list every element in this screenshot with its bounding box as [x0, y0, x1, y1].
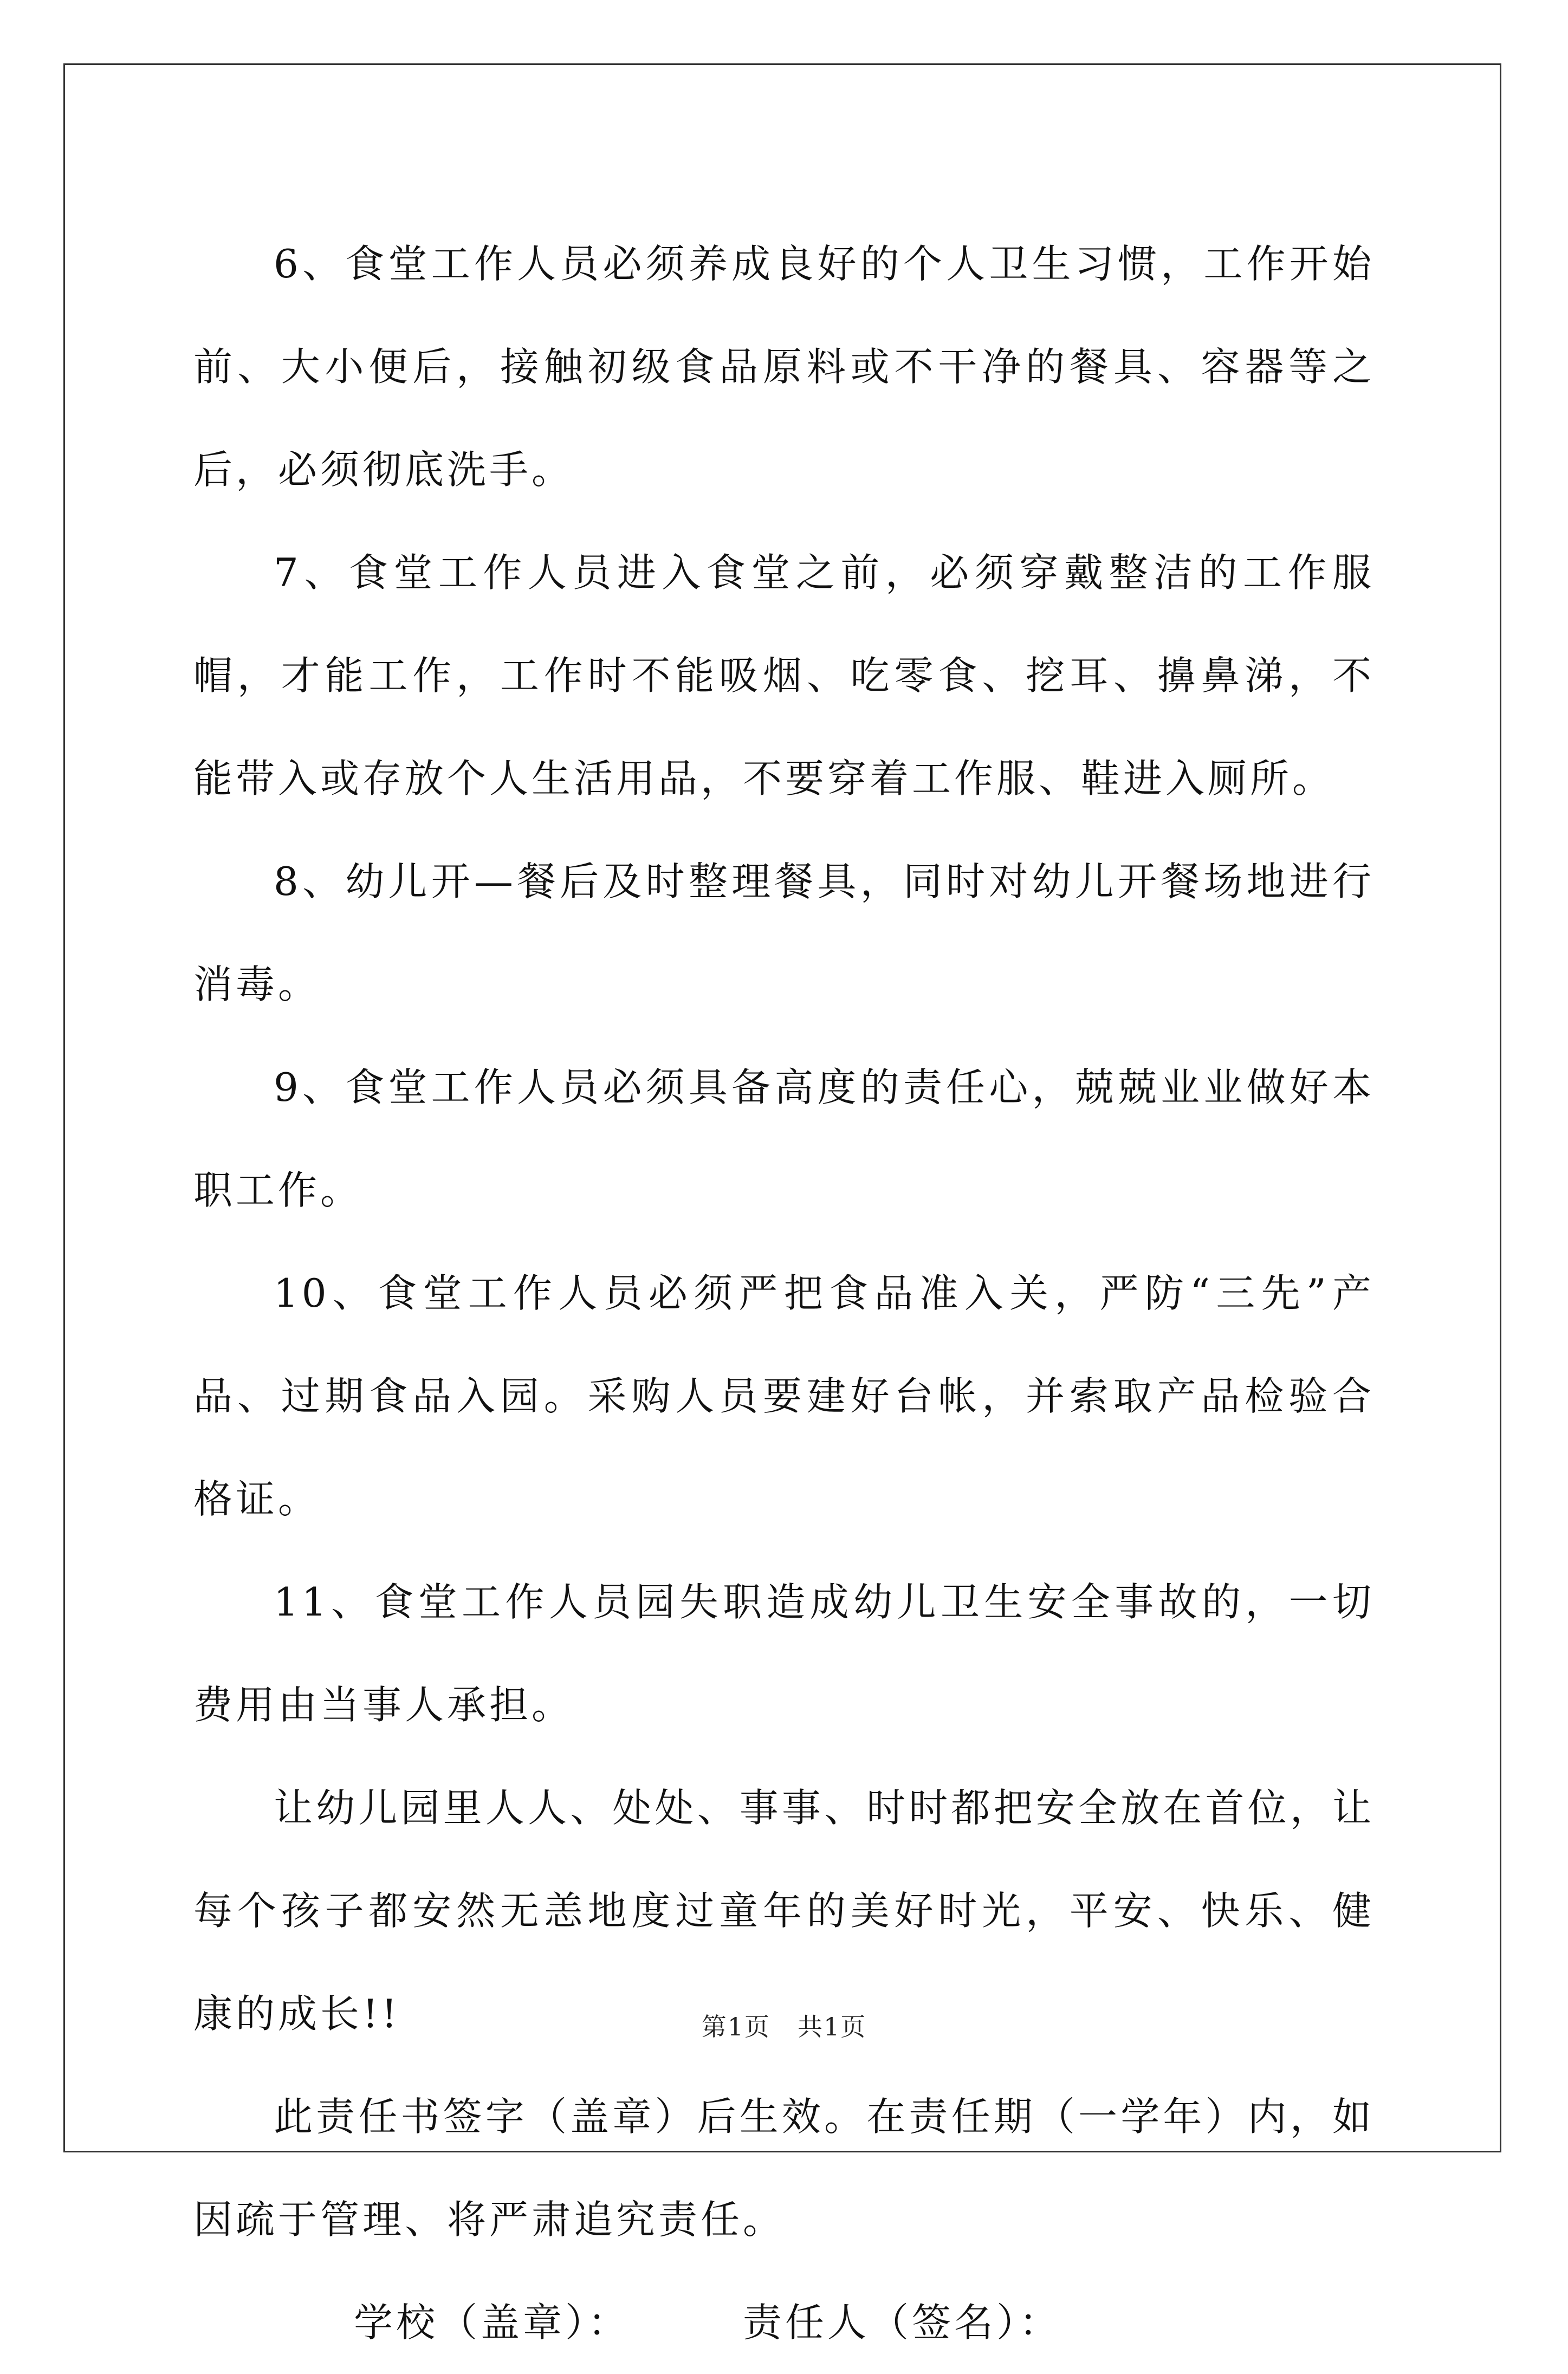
page-footer	[0, 2007, 1568, 2043]
page-number-current: 第1页	[701, 2012, 770, 2041]
page-number-total: 共1页	[798, 2012, 867, 2041]
paragraph-item-9: 9、食堂工作人员必须具备高度的责任心，兢兢业业做好本职工作。	[193, 1065, 1375, 1213]
paragraph-item-11: 11、食堂工作人员园失职造成幼儿卫生安全事故的，一切费用由当事人承担。	[193, 1579, 1375, 1728]
document-body	[193, 212, 1375, 2374]
paragraph-item-7: 7、食堂工作人员进入食堂之前，必须穿戴整洁的工作服帽，才能工作，工作时不能吸烟、吃零食、挖耳、擤鼻涕，不能带入或存放个人生活用品，不要穿着工作服、鞋进入厕所。	[193, 550, 1375, 801]
signature-line	[193, 2271, 1375, 2374]
responsible-person-label: 责任人（签名）：	[743, 2300, 1062, 2345]
school-seal-label: 学校（盖章）：	[354, 2300, 631, 2345]
paragraph-item-8: 8、幼儿开—餐后及时整理餐具，同时对幼儿开餐场地进行消毒。	[193, 859, 1375, 1007]
paragraph-item-6: 6、食堂工作人员必须养成良好的个人卫生习惯，工作开始前、大小便后，接触初级食品原料或不干净的餐具、容器等之后，必须彻底洗手。	[193, 241, 1375, 492]
paragraph-item-10: 10、食堂工作人员必须严把食品准入关，严防“三先”产品、过期食品入园。采购人员要建好台帐，并索取产品检验合格证。	[193, 1270, 1375, 1522]
paragraph-safety-statement: 让幼儿园里人人、处处、事事、时时都把安全放在首位，让每个孩子都安然无恙地度过童年的美好时光，平安、快乐、健康的成长!!	[193, 1785, 1375, 2036]
paragraph-effective-clause: 此责任书签字（盖章）后生效。在责任期（一学年）内，如因疏于管理、将严肃追究责任。	[193, 2094, 1375, 2242]
